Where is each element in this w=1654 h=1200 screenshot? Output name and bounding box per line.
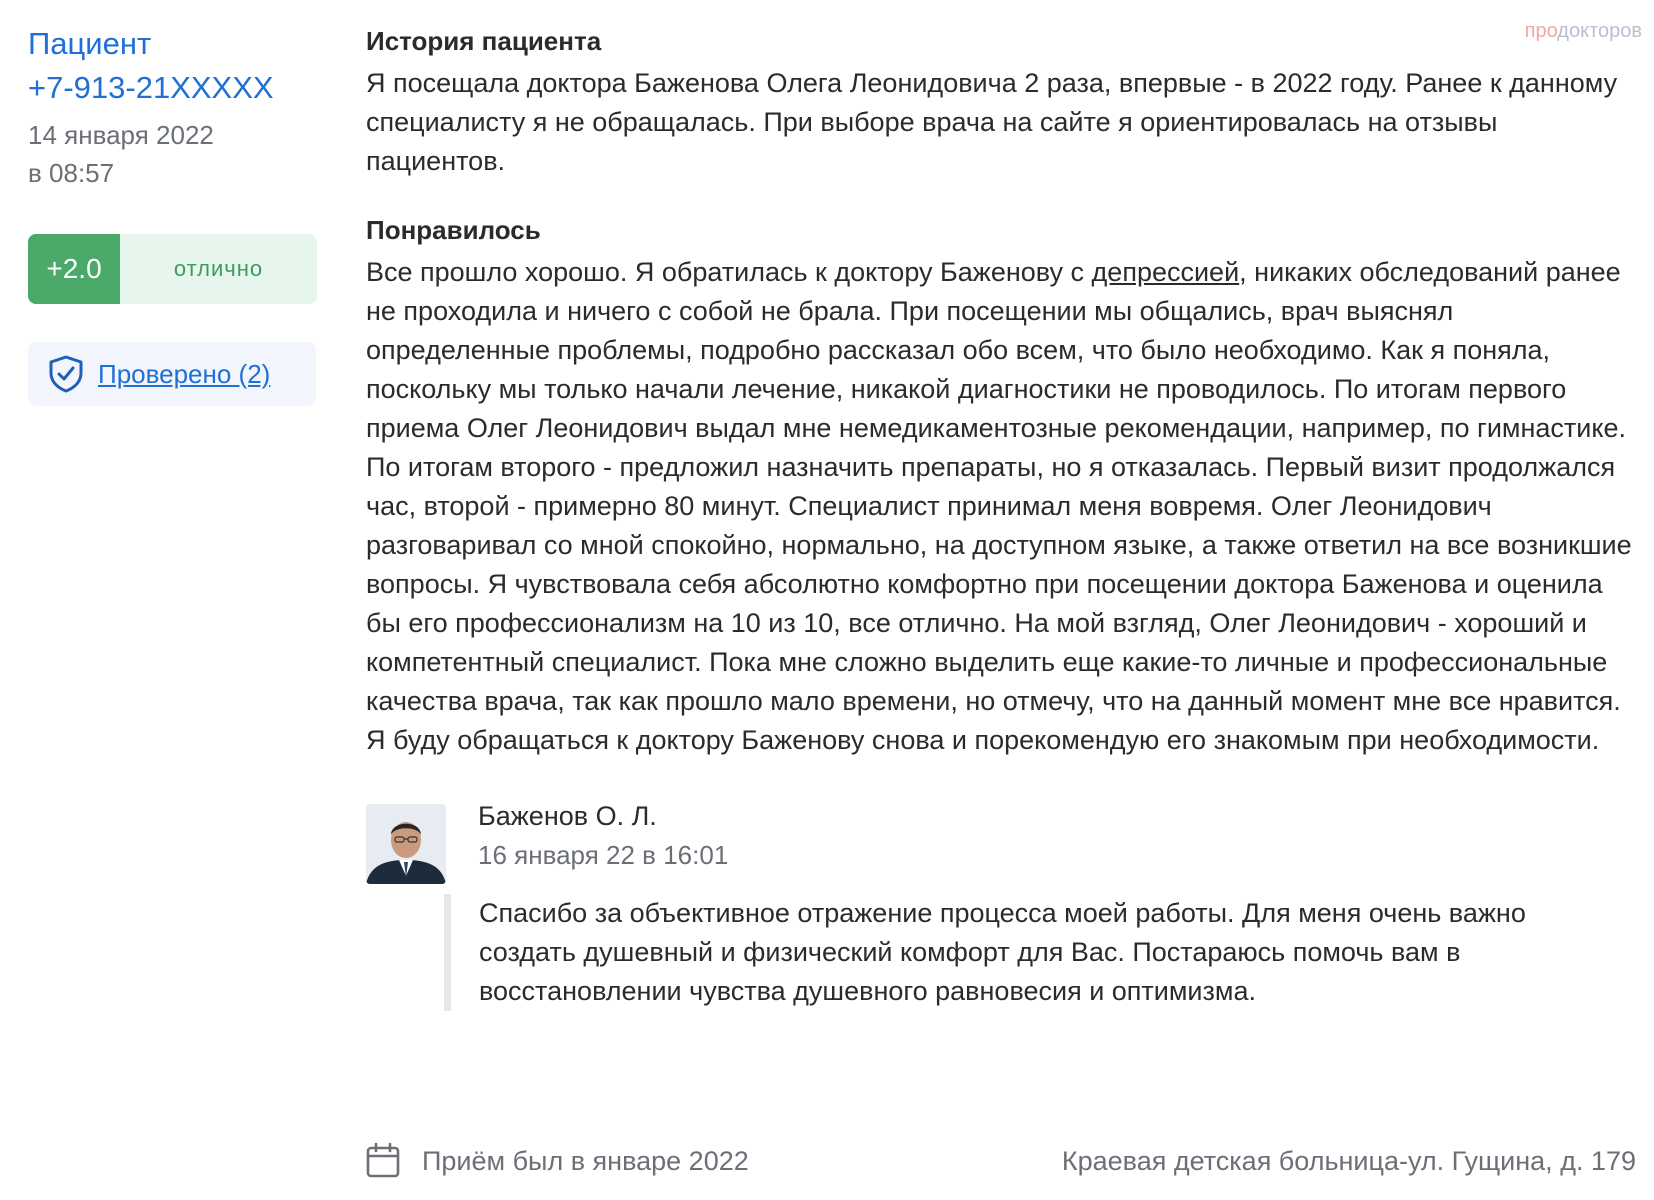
brand-logo-prefix: про [1524, 20, 1558, 42]
depression-link[interactable]: депрессией [1091, 257, 1240, 287]
review-body [366, 22, 1636, 1036]
history-title: История пациента [366, 26, 602, 56]
liked-text [366, 253, 1636, 760]
liked-text-end: , никаких обследований ранее не проходила и ничего с собой не брала. При посещении мы общались, врач выяснял определенные проблемы, подробно рассказал обо всем, что было необходимо. Как я поняла, поскольку мы только начали лечение, никакой диагностики не проводилось. По итогам первого приема Олег Леонидович выдал мне немедикаментозные рекомендации, например, по гимнастике. По итогам второго - предложил назначить препараты, но я отказалась. Первый визит продолжался час, второй - примерно 80 минут. Специалист принимал меня вовремя. Олег Леонидович разговаривал со мной спокойно, нормально, на доступном языке, а также ответил на все возникшие вопросы. Я чувствовала себя абсолютно комфортно при посещении доктора Баженова и оценила бы его профессионализм на 10 из 10, все отлично. На мой взгляд, Олег Леонидович - хороший и компетентный специалист. Пока мне сложно выделить еще какие-то личные и профессиональные качества врача, так как прошло мало времени, но отмечу, что на данный момент мне все нравится. Я буду обращаться к доктору Баженову снова и порекомендую его знакомым при необходимости. [366, 257, 1632, 755]
rating-label: отлично [173, 256, 264, 281]
rating-badge [28, 234, 317, 304]
shield-check-icon [48, 355, 84, 393]
author-name: Пациент [28, 26, 152, 61]
brand-logo-rest: докторов [1557, 20, 1642, 42]
rating-score: +2.0 [28, 234, 120, 304]
reply-text: Спасибо за объективное отражение процесса моей работы. Для меня очень важно создать душевный и физический комфорт для Вас. Постараюсь помочь вам в восстановлении чувства душевного равновесия и оптимизма. [479, 898, 1526, 1006]
review-footer [366, 1140, 1636, 1182]
history-text: Я посещала доктора Баженова Олега Леонидовича 2 раза, впервые - в 2022 году. Ранее к данному специалисту я не обращалась. При выборе врача на сайте я ориентировалась на отзывы пациентов. [366, 68, 1618, 176]
doctor-name[interactable]: Баженов О. Л. [478, 801, 657, 831]
author-phone: +7-913-21XXXXX [28, 70, 274, 105]
reply-date: 16 января 22 в 16:01 [478, 840, 729, 870]
verified-badge[interactable] [28, 342, 316, 406]
doctor-reply [366, 796, 1636, 1036]
liked-text-start: Все прошло хорошо. Я обратилась к доктору Баженову с [366, 257, 1092, 287]
visit-date: Приём был в январе 2022 [422, 1146, 749, 1176]
clinic-link[interactable]: Краевая детская больница-ул. Гущина, д. 179 [1061, 1146, 1636, 1176]
verified-link[interactable]: Проверено (2) [98, 358, 271, 389]
calendar-icon [366, 1142, 400, 1178]
review-date-time: в 08:57 [28, 158, 115, 188]
doctor-avatar[interactable] [366, 804, 446, 884]
liked-title: Понравилось [366, 215, 541, 245]
review-author [28, 22, 318, 110]
review-meta [28, 22, 318, 406]
reply-quote [444, 894, 1624, 1011]
history-section [366, 22, 1636, 181]
liked-section [366, 211, 1636, 760]
review-date-day: 14 января 2022 [28, 120, 214, 150]
review-date [28, 116, 318, 192]
